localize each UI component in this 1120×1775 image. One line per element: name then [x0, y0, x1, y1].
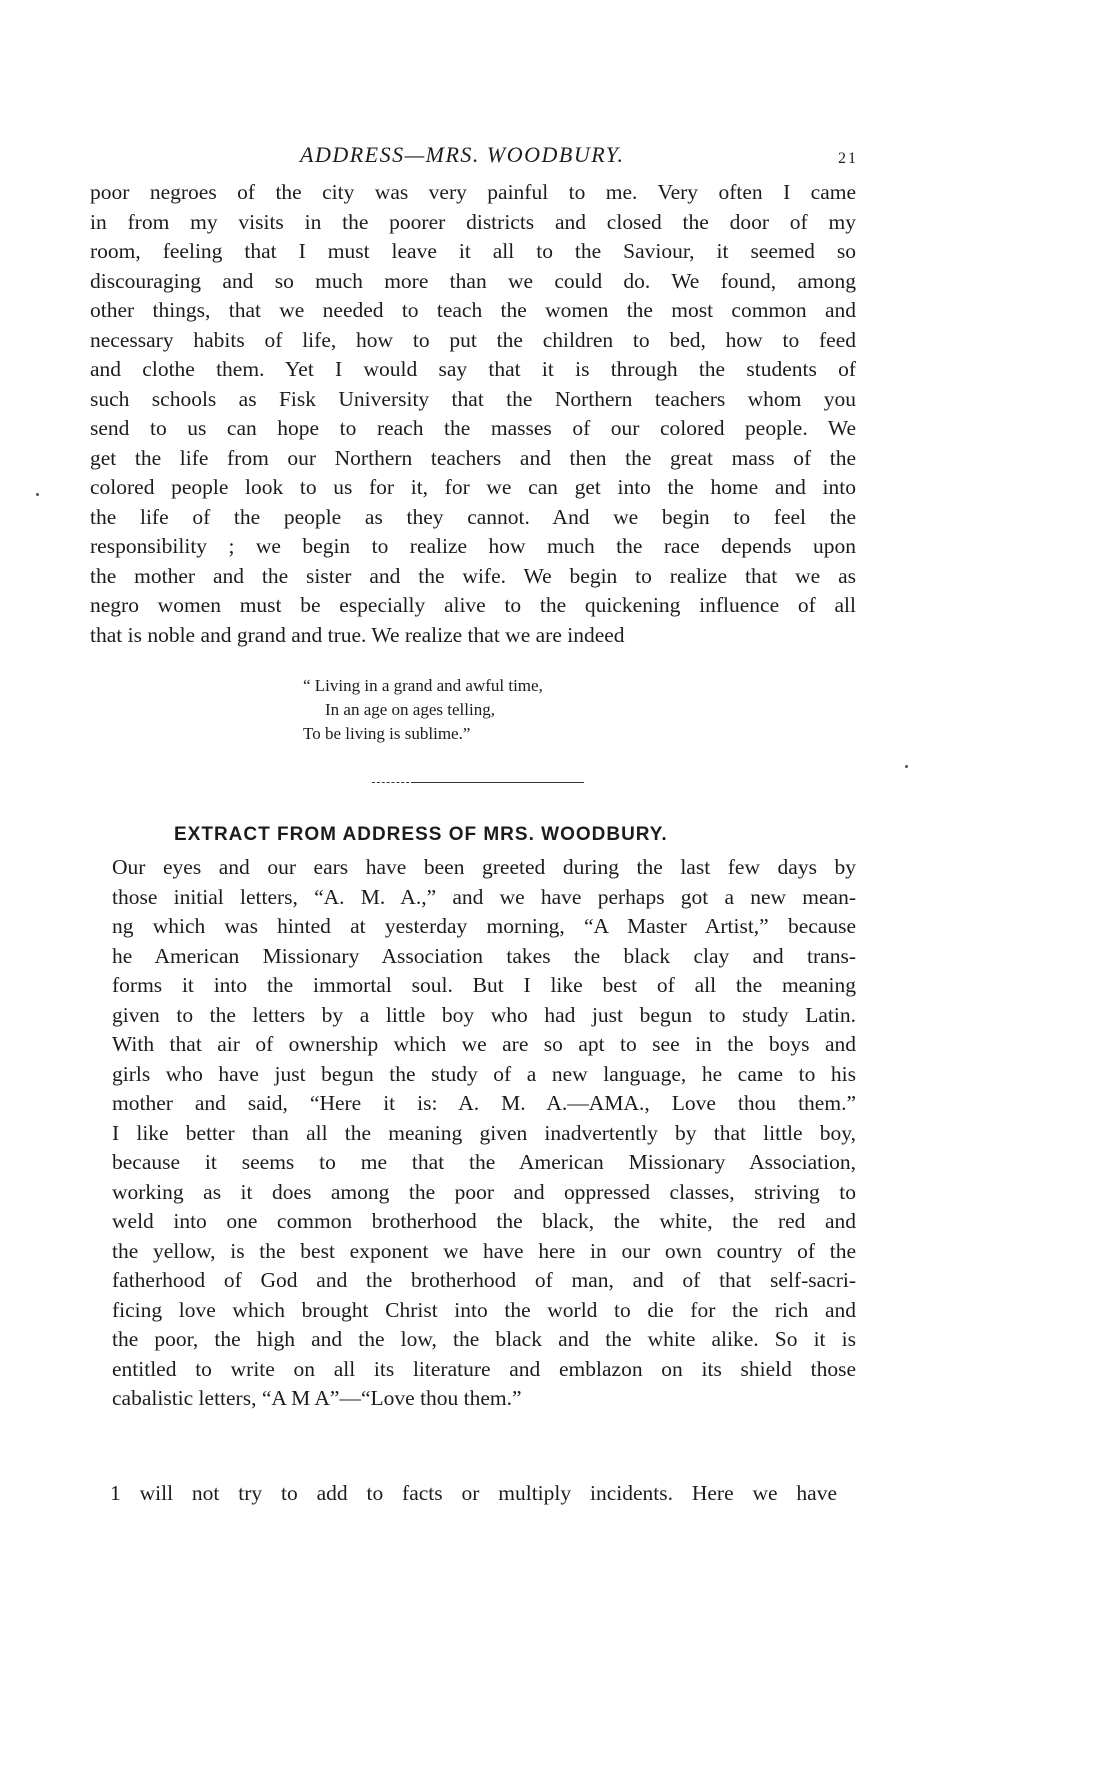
text-line: he American Missionary Association takes the black clay and trans- [112, 943, 856, 968]
poem-quote [303, 674, 543, 746]
text-line: the yellow, is the best exponent we have here in our own country of the [112, 1238, 856, 1263]
running-head: ADDRESS—MRS. WOODBURY. [300, 142, 625, 167]
text-line: Our eyes and our ears have been greeted during the last few days by [112, 855, 856, 879]
text-line: working as it does among the poor and oppressed classes, striving to [112, 1179, 856, 1204]
text-line: poor negroes of the city was very painful to me. Very often I came [90, 180, 856, 204]
text-line: cabalistic letters, “A M A”—“Love thou them.” [112, 1386, 522, 1410]
text-line: 1 will not try to add to facts or multiply incidents. Here we have [110, 1481, 837, 1505]
text-line: those initial letters, “A. M. A.,” and we have perhaps got a new mean- [112, 884, 856, 909]
text-line: responsibility ; we begin to realize how much the race depends upon [90, 534, 856, 558]
text-line: the life of the people as they cannot. And we begin to feel the [90, 504, 856, 529]
text-line: and clothe them. Yet I would say that it is through the students of [90, 357, 856, 381]
text-line: forms it into the immortal soul. But I like best of all the meaning [112, 973, 856, 997]
body-paragraph-2 [90, 853, 856, 1414]
text-line: given to the letters by a little boy who had just begun to study Latin. [112, 1002, 856, 1027]
text-line: such schools as Fisk University that the Northern teachers whom you [90, 386, 856, 411]
text-line: discouraging and so much more than we could do. We found, among [90, 268, 856, 293]
poem-line: In an age on ages telling, [325, 700, 495, 719]
text-line: send to us can hope to reach the masses of our colored people. We [90, 416, 856, 440]
text-line: colored people look to us for it, for we can get into the home and into [90, 475, 856, 499]
text-line: mother and said, “Here it is: A. M. A.—AMA., Love thou them.” [112, 1091, 856, 1115]
text-line: girls who have just begun the study of a new language, he came to his [112, 1061, 856, 1086]
text-line: negro women must be especially alive to the quickening influence of all [90, 593, 856, 617]
text-line: get the life from our Northern teachers and then the great mass of the [90, 445, 856, 470]
body-paragraph-3 [92, 1479, 837, 1509]
text-line: the mother and the sister and the wife. We begin to realize that we as [90, 563, 856, 588]
print-speck [905, 765, 908, 768]
section-divider-solid [412, 782, 584, 783]
section-heading: EXTRACT FROM ADDRESS OF MRS. WOODBURY. [174, 824, 668, 845]
body-paragraph-1 [90, 178, 856, 650]
page-number: 21 [838, 150, 858, 167]
print-speck [36, 493, 39, 496]
text-line: other things, that we needed to teach the women the most common and [90, 298, 856, 322]
text-line: With that air of ownership which we are so apt to see in the boys and [112, 1032, 856, 1056]
text-line: weld into one common brotherhood the black, the white, the red and [112, 1209, 856, 1233]
text-line: that is noble and grand and true. We realize that we are indeed [90, 622, 625, 647]
section-divider-dashed [372, 782, 414, 783]
text-line: the poor, the high and the low, the black and the white alike. So it is [112, 1327, 856, 1351]
text-line: necessary habits of life, how to put the children to bed, how to feed [90, 327, 856, 352]
text-line: room, feeling that I must leave it all to the Saviour, it seemed so [90, 239, 856, 263]
poem-line: To be living is sublime.” [303, 724, 471, 743]
text-line: fatherhood of God and the brotherhood of man, and of that self-sacri- [112, 1268, 856, 1292]
poem-line: “ Living in a grand and awful time, [303, 676, 543, 695]
text-line: because it seems to me that the American Missionary Association, [112, 1150, 856, 1174]
text-line: I like better than all the meaning given inadvertently by that little boy, [112, 1120, 856, 1145]
text-line: ficing love which brought Christ into the world to die for the rich and [112, 1297, 856, 1322]
text-line: in from my visits in the poorer districts and closed the door of my [90, 209, 856, 234]
text-line: entitled to write on all its literature and emblazon on its shield those [112, 1356, 856, 1381]
text-line: ng which was hinted at yesterday morning, “A Master Artist,” because [112, 914, 856, 938]
